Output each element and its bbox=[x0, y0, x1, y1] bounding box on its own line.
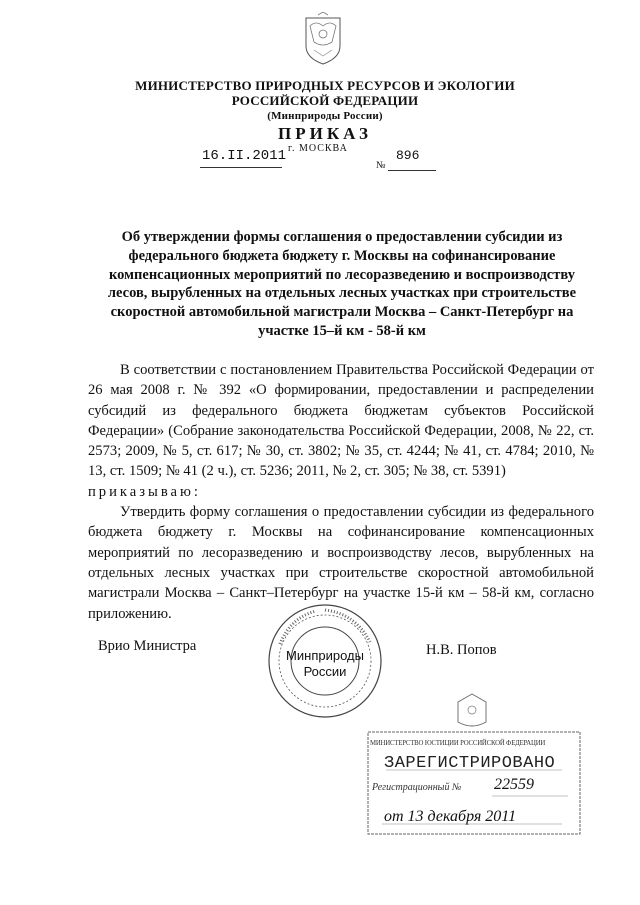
coat-of-arms-emblem bbox=[302, 12, 344, 66]
date-underline bbox=[200, 167, 282, 168]
ministry-short-name: (Минприроды России) bbox=[267, 110, 383, 122]
preamble-paragraph: В соответствии с постановлением Правительства Российской Федерации от 26 мая 2008 г. № 392 «О формировании, предоставлении и распределении субсидий из федерального бюджета бюджетам субъектов Российской Федерации» (Собрание законодательства Российской Федерации, 2008, № 22, ст. 2573; 2009, № 5, ст. 617; № 30, ст. 3802; № 35, ст. 4244; № 41, ст. 4784; 2010, № 13, ст. 1509; № 41 (2 ч.), ст. 5236; 2011, № 2, ст. 305; № 38, ст. 5391) bbox=[88, 362, 594, 480]
signatory-name: Н.В. Попов bbox=[426, 642, 497, 658]
order-word: приказываю: bbox=[88, 483, 201, 500]
stamp-number: 22559 bbox=[494, 776, 534, 793]
seal-line2: России bbox=[303, 664, 347, 679]
ministry-name-line1: МИНИСТЕРСТВО ПРИРОДНЫХ РЕСУРСОВ И ЭКОЛОГИИ bbox=[135, 78, 515, 93]
signatory-title: Врио Министра bbox=[98, 638, 197, 654]
ministry-name-line2: РОССИЙСКОЙ ФЕДЕРАЦИИ bbox=[231, 93, 419, 108]
seal-text bbox=[266, 648, 384, 680]
order-body bbox=[88, 360, 594, 624]
order-title: Об утверждении формы соглашения о предоставлении субсидии из федерального бюджета бюджету г. Москвы на софинансирование компенсационных мероприятий по лесоразведению и воспроизводству лесов, вырубленных на отдельных лесных участках при строительстве скоростной автомобильной магистрали Москва – Санкт-Петербург на участке 15–й км - 58-й км bbox=[107, 229, 577, 339]
order-date: 16.II.2011 bbox=[202, 148, 287, 164]
stamp-header: МИНИСТЕРСТВО ЮСТИЦИИ РОССИЙСКОЙ ФЕДЕРАЦИИ bbox=[370, 740, 546, 747]
stamp-number-label: Регистрационный № bbox=[372, 782, 462, 793]
stamp-status: ЗАРЕГИСТРИРОВАНО bbox=[384, 754, 556, 773]
order-number: 896 bbox=[396, 148, 420, 163]
stamp-date: от 13 декабря 2011 bbox=[384, 808, 517, 825]
resolution-paragraph: Утвердить форму соглашения о предоставлении субсидии из федерального бюджета бюджету г. Москвы на софинансирование компенсационных мероприятий по лесоразведению и воспроизводству лесов, вырубленных на отдельных лесных участках при строительстве скоростной автомобильной магистрали Москва – Санкт–Петербург на участке 15-й км – 58-й км, согласно приложению. bbox=[88, 504, 594, 622]
number-sign: № bbox=[376, 160, 386, 171]
seal-line1: Минприроды bbox=[286, 648, 364, 663]
order-city: г. МОСКВА bbox=[288, 143, 348, 154]
document-type: ПРИКАЗ bbox=[278, 124, 372, 143]
number-underline bbox=[388, 170, 436, 171]
